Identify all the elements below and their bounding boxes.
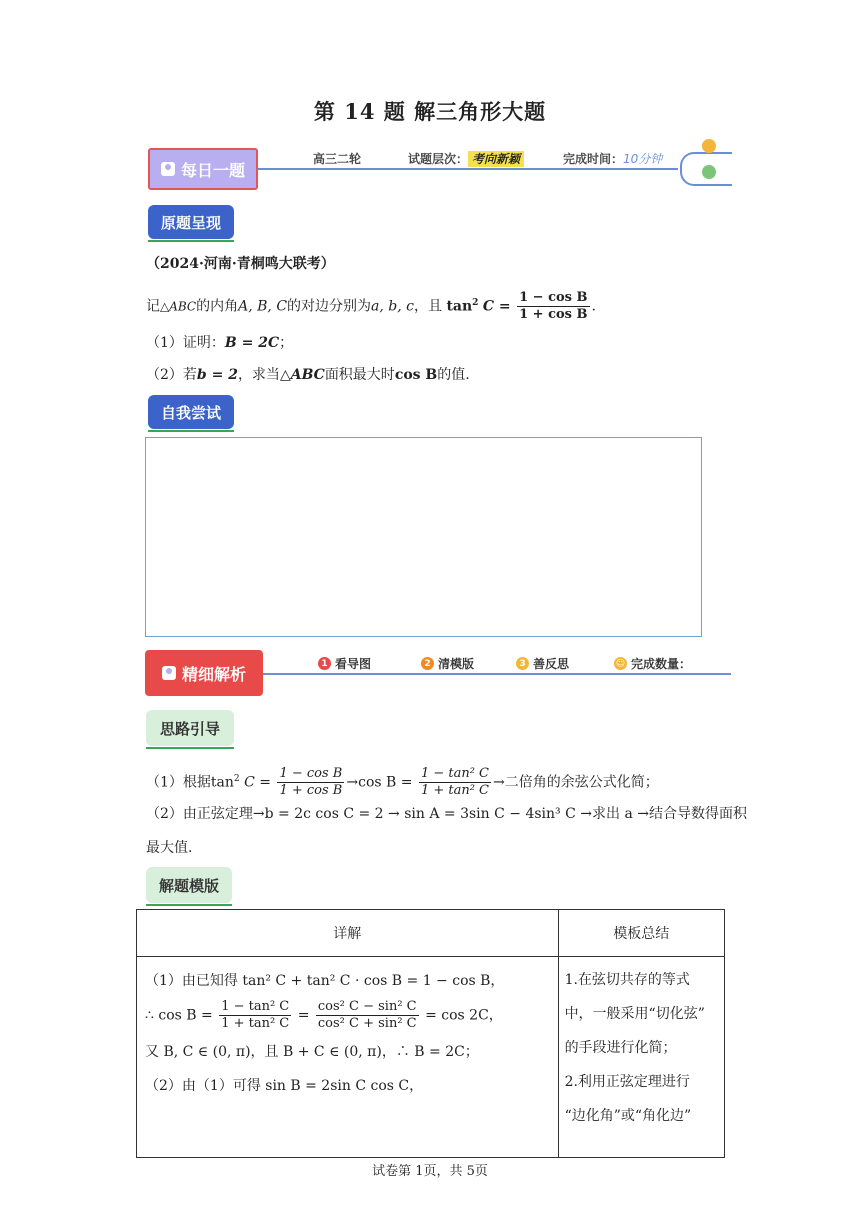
step-3: 3 善反思 <box>516 655 569 672</box>
thinking-text: →二倍角的余弦公式化简； <box>493 774 659 791</box>
grade-label: 高三二轮 <box>313 152 362 166</box>
summary-line: “边化角”或“角化边” <box>564 1108 692 1124</box>
daily-badge-label: 每日一题 <box>180 160 245 180</box>
section-original: 原题呈现 <box>148 205 234 239</box>
person-icon <box>161 162 175 176</box>
section-template: 解题模版 <box>146 867 232 903</box>
section-underline <box>146 747 234 749</box>
summary-line: 2.利用正弦定理进行 <box>564 1074 690 1090</box>
analysis-badge <box>145 650 263 696</box>
q2-text: 的值. <box>437 367 470 383</box>
table-header-row <box>137 910 725 957</box>
thinking-c: C = <box>244 774 272 791</box>
question-1 <box>146 333 293 353</box>
q2-b: b = 2 <box>196 367 238 383</box>
summary-line: 的手段进行化简； <box>564 1040 677 1056</box>
thinking-fraction-1 <box>277 766 344 799</box>
stem-triangle: △ABC <box>160 299 197 314</box>
section-underline <box>148 240 234 242</box>
detail-line: （2）由（1）可得 sin B = 2sin C cos C， <box>145 1078 424 1094</box>
step-label: 清模版 <box>438 657 475 671</box>
fraction-numerator: cos² C − sin² C <box>317 999 417 1014</box>
thinking-arrow: →cos B = <box>346 774 413 791</box>
banner-connector <box>258 168 306 170</box>
time-value: 10分钟 <box>623 152 663 166</box>
step-1: 1 看导图 <box>318 655 371 672</box>
step-4: ☺ 完成数量： <box>615 657 692 671</box>
header-detail: 详解 <box>137 910 559 957</box>
section-underline <box>148 430 234 432</box>
q1-formula: B = 2C <box>224 335 280 351</box>
page-footer: 试卷第 1页，共 5页 <box>372 1164 488 1179</box>
detail-fraction-line <box>145 999 550 1032</box>
fraction-denominator: 1 + cos B <box>279 783 343 798</box>
detail-text: = cos 2C， <box>425 1007 503 1024</box>
step-label: 完成数量： <box>631 657 692 671</box>
stem-angles: A, B, C <box>238 298 288 315</box>
stem-text: 的对边分别为 <box>287 298 372 315</box>
time-label: 完成时间： <box>563 152 624 166</box>
header-summary: 模板总结 <box>558 910 724 957</box>
time-info <box>563 150 662 167</box>
thinking-line-2: （2）由正弦定理→b = 2c cos C = 2 → sin A = 3sin C − 4sin³ C →求出 a →结合导数得面积 <box>146 806 747 822</box>
fraction-numerator: 1 − cos B <box>279 766 343 781</box>
stem-c: C = <box>482 298 511 315</box>
fraction-numerator: 1 − tan² C <box>221 999 290 1014</box>
page-title: 第 14 题 解三角形大题 <box>313 99 547 124</box>
section-thinking: 思路引导 <box>146 710 234 746</box>
detail-line: 又 B, C ∈ (0, π)，且 B + C ∈ (0, π)，∴ B = 2C； <box>145 1044 479 1060</box>
document-icon <box>162 666 176 680</box>
analysis-line <box>263 673 731 675</box>
summary-line: 中，一般采用“切化弦” <box>564 1006 705 1022</box>
stem-text: 的内角 <box>196 298 239 315</box>
q2-text: 面积最大时 <box>324 367 395 383</box>
solution-table <box>136 909 725 1158</box>
level-value: 考向新颖 <box>468 151 524 167</box>
stem-text: ，且 <box>414 298 442 315</box>
step-label: 看导图 <box>335 657 372 671</box>
level-label: 试题层次： <box>408 152 469 166</box>
problem-stem: 记△ABC的内角A, B, C的对边分别为a, b, c，且 $\tan^2 C$ = $\frac{\text{1 − cos B}}{\text{1 + cos B}}$ . <box>146 290 596 322</box>
q2-text: （2）若 <box>146 367 197 383</box>
q1-end: ； <box>279 335 294 351</box>
thinking-line-1: （1）根据$\tan^2 C$ = $\frac{\text{1 − cos B}}{\text{1 + cos B}}$ →cos B = $\frac{\text{1 − tan² C}}{\text{1 + tan² C}}$ →二倍角的余弦公式化简； <box>146 766 659 798</box>
emoji-icon <box>702 165 716 179</box>
fraction-numerator: 1 − cos B <box>519 290 588 305</box>
fraction-denominator: 1 + tan² C <box>420 783 490 798</box>
stem-tan: tan <box>446 298 473 315</box>
table-row <box>137 957 725 1158</box>
daily-question-badge <box>148 148 258 190</box>
fraction-denominator: cos² C + sin² C <box>317 1016 417 1031</box>
section-try: 自我尝试 <box>148 395 234 429</box>
stem-sides: a, b, c <box>371 298 414 315</box>
detail-fraction-2 <box>316 999 419 1032</box>
detail-line: （1）由已知得 tan² C + tan² C · cos B = 1 − cos B， <box>145 973 505 989</box>
detail-text: = <box>297 1007 310 1024</box>
q2-text: ，求当 <box>237 367 280 383</box>
banner-line <box>258 168 678 170</box>
thinking-fraction-2 <box>419 766 491 799</box>
detail-cell <box>137 957 559 1158</box>
level-info <box>408 150 524 167</box>
summary-cell <box>558 957 724 1158</box>
q2-triangle: △ABC <box>279 367 325 383</box>
section-underline <box>146 904 232 906</box>
step-2: 2 清模版 <box>421 655 474 672</box>
answer-box[interactable] <box>145 437 702 637</box>
fraction-denominator: 1 + tan² C <box>221 1016 290 1031</box>
problem-source: （2024·河南·青桐鸣大联考） <box>146 256 335 272</box>
detail-text: ∴ cos B = <box>145 1007 213 1024</box>
smiley-icon <box>702 139 716 153</box>
fraction-numerator: 1 − tan² C <box>420 766 490 781</box>
summary-line: 1.在弦切共存的等式 <box>564 972 690 988</box>
q1-prefix: （1）证明： <box>146 335 225 351</box>
q2-cos: cos B <box>394 367 438 383</box>
thinking-tan: tan <box>210 774 234 791</box>
stem-text: 记 <box>146 298 160 315</box>
analysis-label: 精细解析 <box>181 664 246 684</box>
fraction-denominator: 1 + cos B <box>519 307 588 322</box>
stem-fraction <box>517 290 589 323</box>
step-label: 善反思 <box>533 657 570 671</box>
thinking-text: （1）根据 <box>146 774 211 791</box>
question-2 <box>146 365 470 385</box>
detail-fraction-1 <box>219 999 291 1032</box>
thinking-line-3: 最大值. <box>146 840 193 856</box>
